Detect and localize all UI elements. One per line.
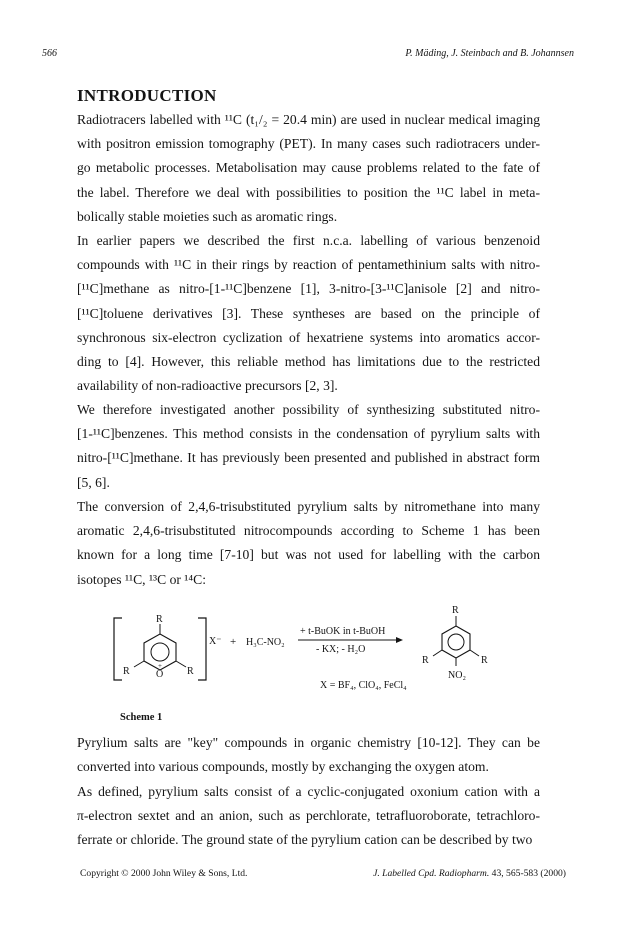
text-line: As defined, pyrylium salts consist of a cyclic-conjugated oxonium cation with a [77,784,540,799]
conditions-below: - KX; - H₂O [316,644,366,655]
journal-name: J. Labelled Cpd. Radiopharm. [373,868,490,879]
journal-citation [373,868,566,879]
counter-ion: X⁻ [209,636,222,647]
scheme-drawing [100,604,540,708]
nitro-group: NO₂ [448,670,466,681]
benzene-ring [442,626,470,658]
text-line: with positron emission tomography (PET). In many cases such radiotracers under- [77,136,540,152]
text-line: In earlier papers we described the first n.c.a. labelling of various benzenoid [77,233,540,248]
paragraph-4 [77,495,540,592]
paragraph-1 [77,108,540,229]
page-number: 566 [42,48,57,59]
svg-text:+: + [158,662,162,670]
text-line: availability of non-radioactive precursors [2, 3]. [77,378,338,394]
anion-list: X = BF₄, ClO₄, FeCl₄ [320,680,407,691]
copyright-notice: Copyright © 2000 John Wiley & Sons, Ltd. [80,868,248,879]
reaction-scheme [100,604,540,708]
reagent: H₃C-NO₂ [246,637,285,648]
plus-sign: + [230,636,237,648]
text-line: known for a long time [7-10] but was not used for labelling with the carbon [77,547,540,563]
reaction-arrow [396,637,403,643]
text-line: [¹¹C]toluene derivatives [3]. These syntheses are based on the principle of [77,305,540,321]
text-line: π-electron sextet and an anion, such as perchlorate, tetrafluoroborate, tetrachloro- [77,808,540,824]
volume-pages: 43, 565-583 (2000) [491,868,566,879]
text-line: [1-¹¹C]benzenes. This method consists in the condensation of pyrylium salts with [77,426,540,442]
text-line: The conversion of 2,4,6-trisubstituted pyrylium salts by nitromethane into many [77,499,540,514]
text-line: ding to [4]. However, this reliable method has limitations due to the restricted [77,354,540,370]
text-line: aromatic 2,4,6-trisubstituted nitrocompounds according to Scheme 1 has been [77,523,540,539]
text-line: We therefore investigated another possibility of synthesizing substituted nitro- [77,402,540,417]
ring-oxygen: O [156,669,164,680]
conditions-above: + t-BuOK in t-BuOH [300,626,386,637]
right-bracket [198,618,206,680]
text-line: go metabolic processes. Metabolisation may cause problems related to the fate of [77,160,540,176]
text-line: the label. Therefore we deal with possibilities to position the ¹¹C label in meta- [77,184,540,200]
substituent-top: R [156,614,163,625]
text-line: Pyrylium salts are "key" compounds in organic chemistry [10-12]. They can be [77,735,540,750]
text-line: isotopes ¹¹C, ¹³C or ¹⁴C: [77,571,206,587]
paragraph-6 [77,780,540,853]
product-substituent-top: R [452,605,459,616]
running-head: P. Mäding, J. Steinbach and B. Johannsen [405,48,574,59]
substituent-left: R [123,666,130,677]
text-line: ferrate or chloride. The ground state of the pyrylium cation can be described by two [77,832,533,848]
text-line: synchronous six-electron cyclization of hexatriene systems into aromatics accor- [77,329,540,345]
paragraph-3 [77,398,540,495]
text-line: converted into various compounds, mostly by exchanging the oxygen atom. [77,759,489,775]
paragraph-2 [77,229,540,398]
section-heading: INTRODUCTION [77,86,217,105]
page-header [0,48,629,62]
text-line: [5, 6]. [77,474,110,490]
text-line: compounds with ¹¹C in their rings by reaction of pentamethinium salts with nitro- [77,257,540,273]
product-substituent-right: R [481,655,488,666]
text-line: [¹¹C]methane as nitro-[1-¹¹C]benzene [1], 3-nitro-[3-¹¹C]anisole [2] and nitro- [77,281,540,297]
text-line: nitro-[¹¹C]methane. It has previously been presented and published in abstract form [77,450,540,466]
product-substituent-left: R [422,655,429,666]
paragraph-5 [77,731,540,779]
scheme-caption: Scheme 1 [120,712,163,723]
left-bracket [114,618,122,680]
aromatic-circle [151,643,169,661]
text-line: bolically stable moieties such as aromatic rings. [77,208,338,224]
substituent-right: R [187,666,194,677]
text-line: Radiotracers labelled with ¹¹C (t₁/₂ = 20.4 min) are used in nuclear medical imaging [77,112,540,127]
